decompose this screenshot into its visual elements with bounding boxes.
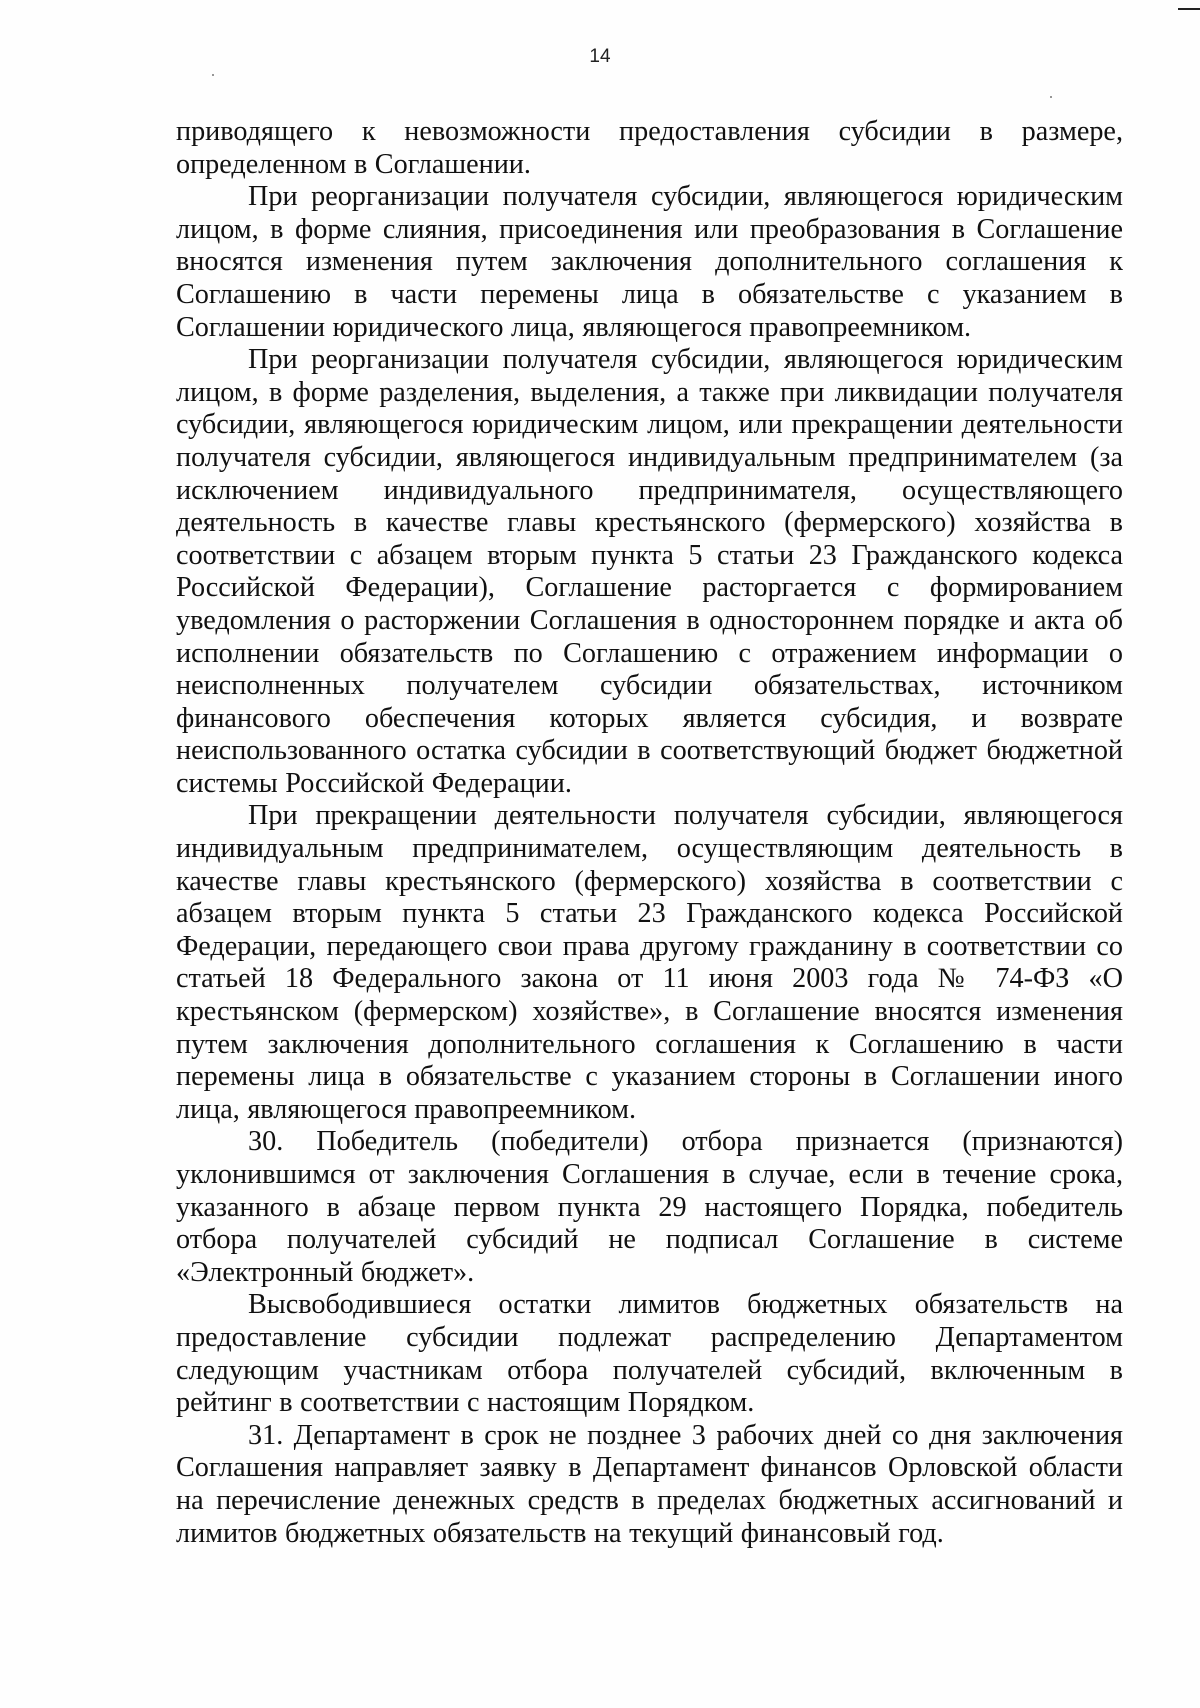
paragraph-2: При реорганизации получателя субсидии, являющегося юридическим лицом, в форме слияния, присоединения или преобразования в Соглашение вносятся изменения путем заключения дополнительного соглашения к Соглашению в части перемены лица в обязательстве с указанием в Соглашении юридического лица, являющегося правопреемником. [176, 181, 1123, 343]
page-number: 14 [589, 46, 611, 67]
paragraph-3: При реорганизации получателя субсидии, являющегося юридическим лицом, в форме разделения, выделения, а также при ликвидации получателя субсидии, являющегося юридическим лицом, или прекращении деятельности получателя субсидии, являющегося индивидуальным предпринимателем (за исключением индивидуального предпринимателя, осуществляющего деятельность в качестве главы крестьянского (фермерского) хозяйства в соответствии с абзацем вторым пункта 5 статьи 23 Гражданского кодекса Российской Федерации), Соглашение расторгается с формированием уведомления о расторжении Соглашения в одностороннем порядке и акта об исполнении обязательств по Соглашению с отражением информации о неисполненных получателем субсидии обязательствах, источником финансового обеспечения которых является субсидия, и возврате неиспользованного остатка субсидии в соответствующий бюджет бюджетной системы Российской Федерации. [176, 344, 1123, 799]
scan-speck [1050, 96, 1052, 98]
scan-edge-mark [1178, 8, 1200, 10]
document-body [176, 116, 1123, 1550]
paragraph-4: При прекращении деятельности получателя субсидии, являющегося индивидуальным предпринимателем, осуществляющим деятельность в качестве главы крестьянского (фермерского) хозяйства в соответствии с абзацем вторым пункта 5 статьи 23 Гражданского кодекса Российской Федерации, передающего свои права другому гражданину в соответствии со статьей 18 Федерального закона от 11 июня 2003 года № 74-ФЗ «О крестьянском (фермерском) хозяйстве», в Соглашение вносятся изменения путем заключения дополнительного соглашения к Соглашению в части перемены лица в обязательстве с указанием стороны в Соглашении иного лица, являющегося правопреемником. [176, 800, 1123, 1125]
paragraph-1: приводящего к невозможности предоставления субсидии в размере, определенном в Соглашении. [176, 116, 1123, 180]
paragraph-5: 30. Победитель (победители) отбора признается (признаются) уклонившимся от заключения Соглашения в случае, если в течение срока, указанного в абзаце первом пункта 29 настоящего Порядка, победитель отбора получателей субсидий не подписал Соглашение в системе «Электронный бюджет». [176, 1126, 1123, 1288]
scan-speck [212, 74, 214, 76]
paragraph-7: 31. Департамент в срок не позднее 3 рабочих дней со дня заключения Соглашения направляет заявку в Департамент финансов Орловской области на перечисление денежных средств в пределах бюджетных ассигнований и лимитов бюджетных обязательств на текущий финансовый год. [176, 1419, 1123, 1549]
paragraph-6: Высвободившиеся остатки лимитов бюджетных обязательств на предоставление субсидии подлежат распределению Департаментом следующим участникам отбора получателей субсидий, включенным в рейтинг в соответствии с настоящим Порядком. [176, 1289, 1123, 1419]
